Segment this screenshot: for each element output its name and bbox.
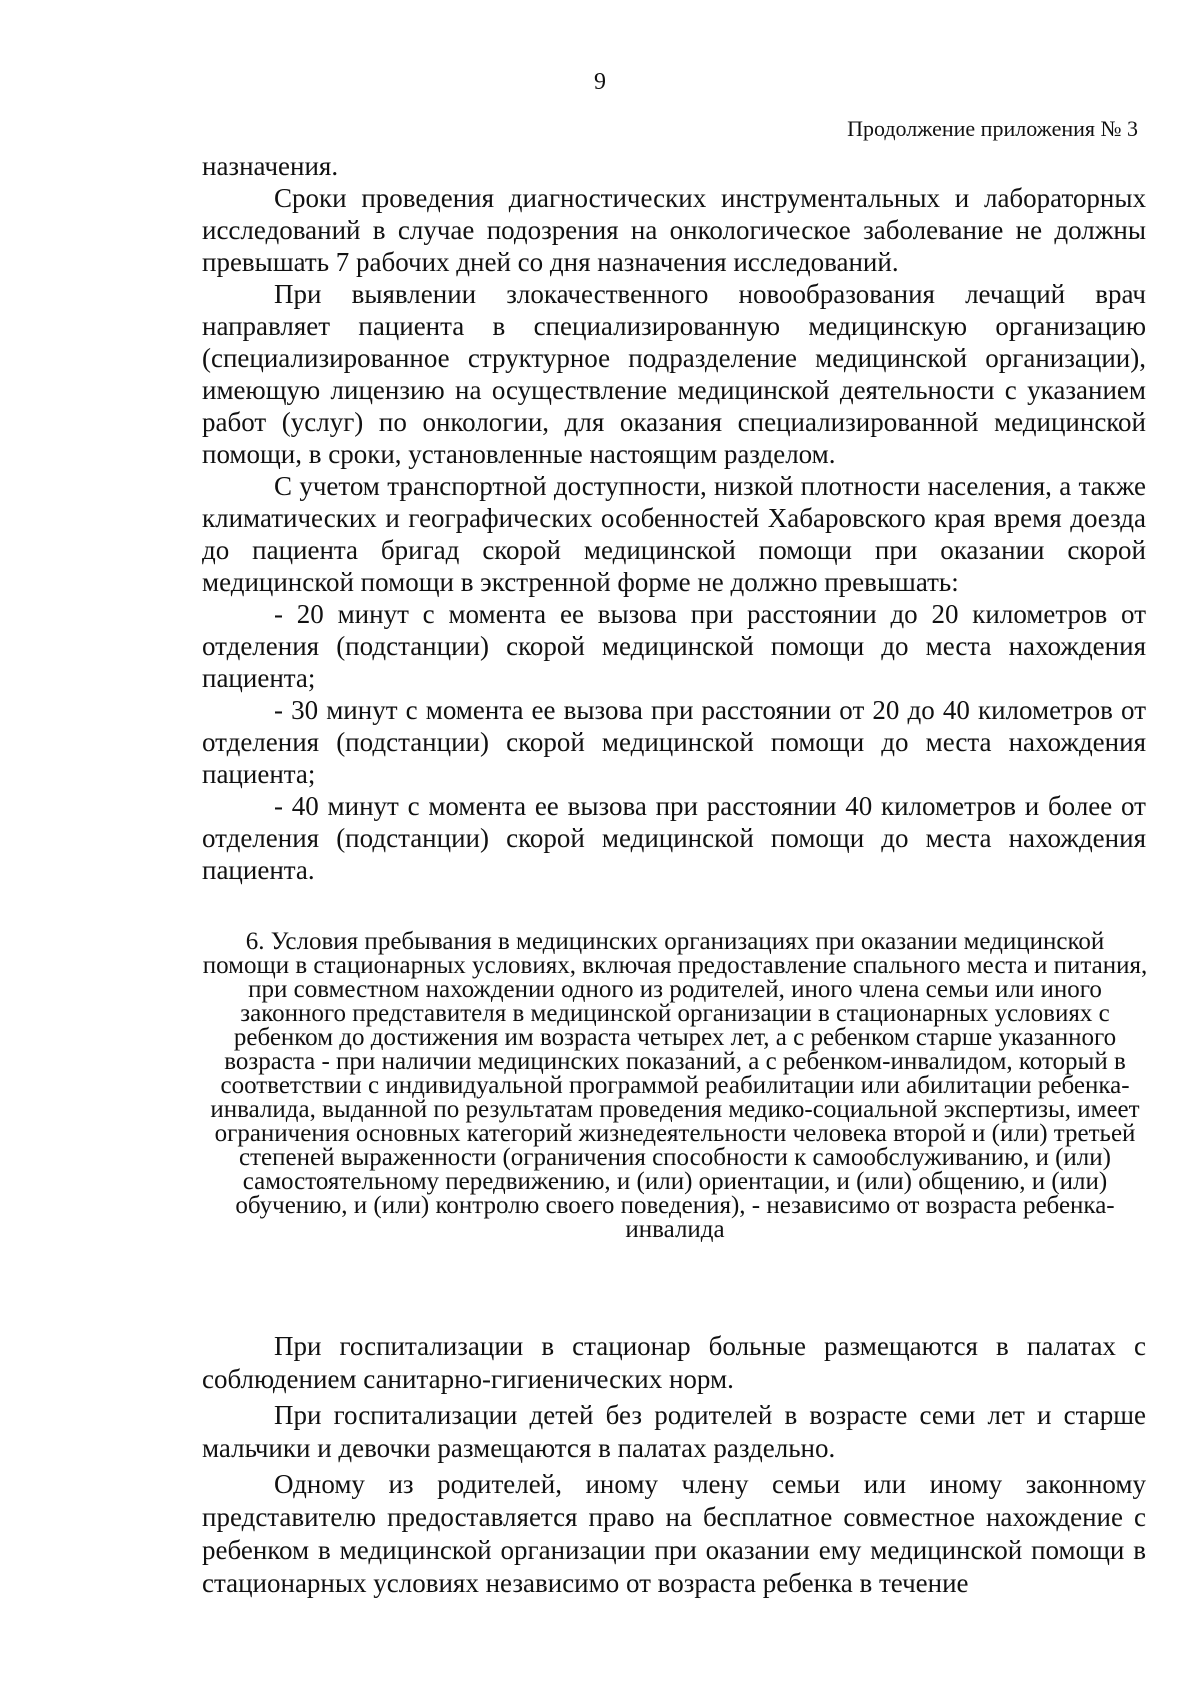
paragraph-oncology-referral: При выявлении злокачественного новообразования лечащий врач направляет пациента в специализированную медицинскую организацию (специализированное структурное подразделение медицинской организации), имеющую лицензию на осуществление медицинской деятельности с указанием работ (услуг) по онкологии, для оказания специализированной медицинской помощи, в сроки, установленные настоящим разделом. <box>202 279 1146 469</box>
paragraph-diagnostic-terms: Сроки проведения диагностических инструментальных и лабораторных исследований в случае подозрения на онкологическое заболевание не должны превышать 7 рабочих дней со дня назначения исследований. <box>202 183 1146 277</box>
body-text-continued <box>202 1330 1146 1603</box>
page-number: 9 <box>594 69 606 95</box>
body-text <box>202 150 1146 886</box>
running-head: Продолжение приложения № 3 <box>847 116 1138 141</box>
list-item-40-minutes: - 40 минут с момента ее вызова при расстоянии 40 километров и более от отделения (подстанции) скорой медицинской помощи до места нахождения пациента. <box>202 791 1146 885</box>
paragraph-hospital-wards: При госпитализации в стационар больные размещаются в палатах с соблюдением санитарно-гигиенических норм. <box>202 1331 1146 1394</box>
list-item-20-minutes: - 20 минут с момента ее вызова при расстоянии до 20 километров от отделения (подстанции) скорой медицинской помощи до места нахождения пациента; <box>202 599 1146 693</box>
paragraph-children-wards: При госпитализации детей без родителей в возрасте семи лет и старше мальчики и девочки размещаются в палатах раздельно. <box>202 1400 1146 1463</box>
paragraph-continuation: назначения. <box>202 151 339 181</box>
section-heading: 6. Условия пребывания в медицинских организациях при оказании медицинской помощи в стационарных условиях, включая предоставление спального места и питания, при совместном нахождении одного из родителей, иного члена семьи или иного законного представителя в медицинской организации в стационарных условиях с ребенком до достижения им возраста четырех лет, а с ребенком старше указанного возраста - при наличии медицинских показаний, а с ребенком-инвалидом, который в соответствии с индивидуальной программой реабилитации или абилитации ребенка-инвалида, выданной по результатам проведения медико-социальной экспертизы, имеет ограничения основных категорий жизнедеятельности человека второй и (или) третьей степеней выраженности (ограничения способности к самообслуживанию, и (или) самостоятельному передвижению, и (или) ориентации, и (или) общению, и (или) обучению, и (или) контролю своего поведения), - независимо от возраста ребенка-инвалида <box>202 928 1148 1243</box>
paragraph-ambulance-time: С учетом транспортной доступности, низкой плотности населения, а также климатических и географических особенностей Хабаровского края время доезда до пациента бригад скорой медицинской помощи при оказании скорой медицинской помощи в экстренной форме не должно превышать: <box>202 471 1146 597</box>
list-item-30-minutes: - 30 минут с момента ее вызова при расстоянии от 20 до 40 километров от отделения (подстанции) скорой медицинской помощи до места нахождения пациента; <box>202 695 1146 789</box>
paragraph-parent-stay: Одному из родителей, иному члену семьи или иному законному представителю предоставляется право на бесплатное совместное нахождение с ребенком в медицинской организации при оказании ему медицинской помощи в стационарных условиях независимо от возраста ребенка в течение <box>202 1469 1146 1598</box>
